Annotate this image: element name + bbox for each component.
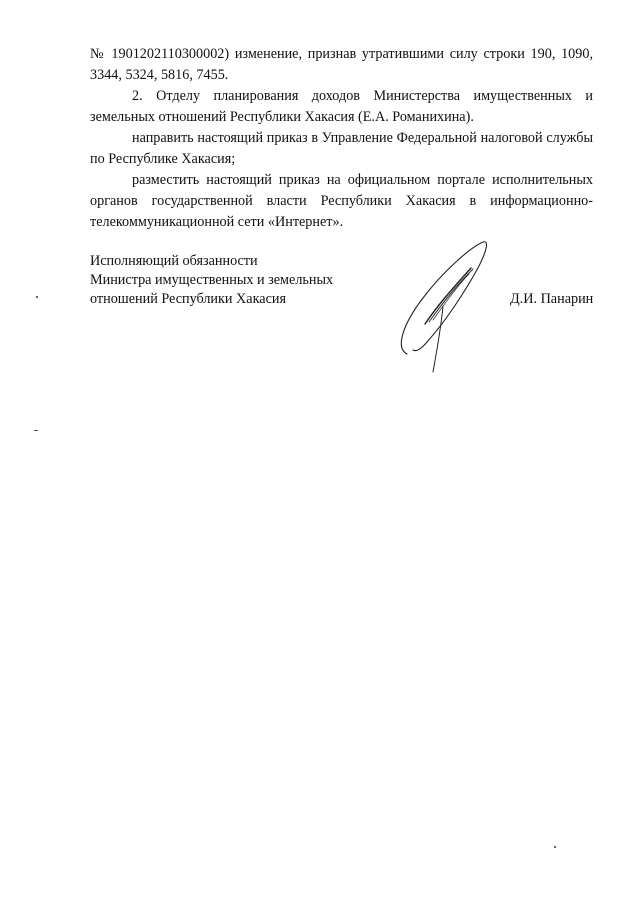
paragraph-item-2: 2. Отделу планирования доходов Министерства имущественных и земельных отношений Республики Хакасия (Е.А. Романихина). [90, 88, 593, 125]
handwritten-signature [385, 236, 495, 376]
scan-speck [36, 296, 38, 298]
scan-speck [554, 846, 556, 848]
paragraph-publish-order: разместить настоящий приказ на официальном портале исполнительных органов государственной власти Республики Хакасия в информационно-телекоммуникационной сети «Интернет». [90, 172, 593, 230]
position-line-3: отношений Республики Хакасия [90, 291, 286, 307]
position-line-2: Министра имущественных и земельных [90, 272, 334, 288]
document-body [90, 44, 593, 233]
paragraph-continuation: № 1901202110300002) изменение, признав утратившими силу строки 190, 1090, 3344, 5324, 5816, 7455. [90, 46, 593, 83]
position-line-1: Исполняющий обязанности [90, 253, 258, 269]
paragraph-send-order: направить настоящий приказ в Управление Федеральной налоговой службы по Республике Хакасия; [90, 130, 593, 167]
scan-speck [34, 430, 38, 431]
signatory-position [90, 252, 333, 309]
signer-name: Д.И. Панарин [510, 291, 594, 307]
